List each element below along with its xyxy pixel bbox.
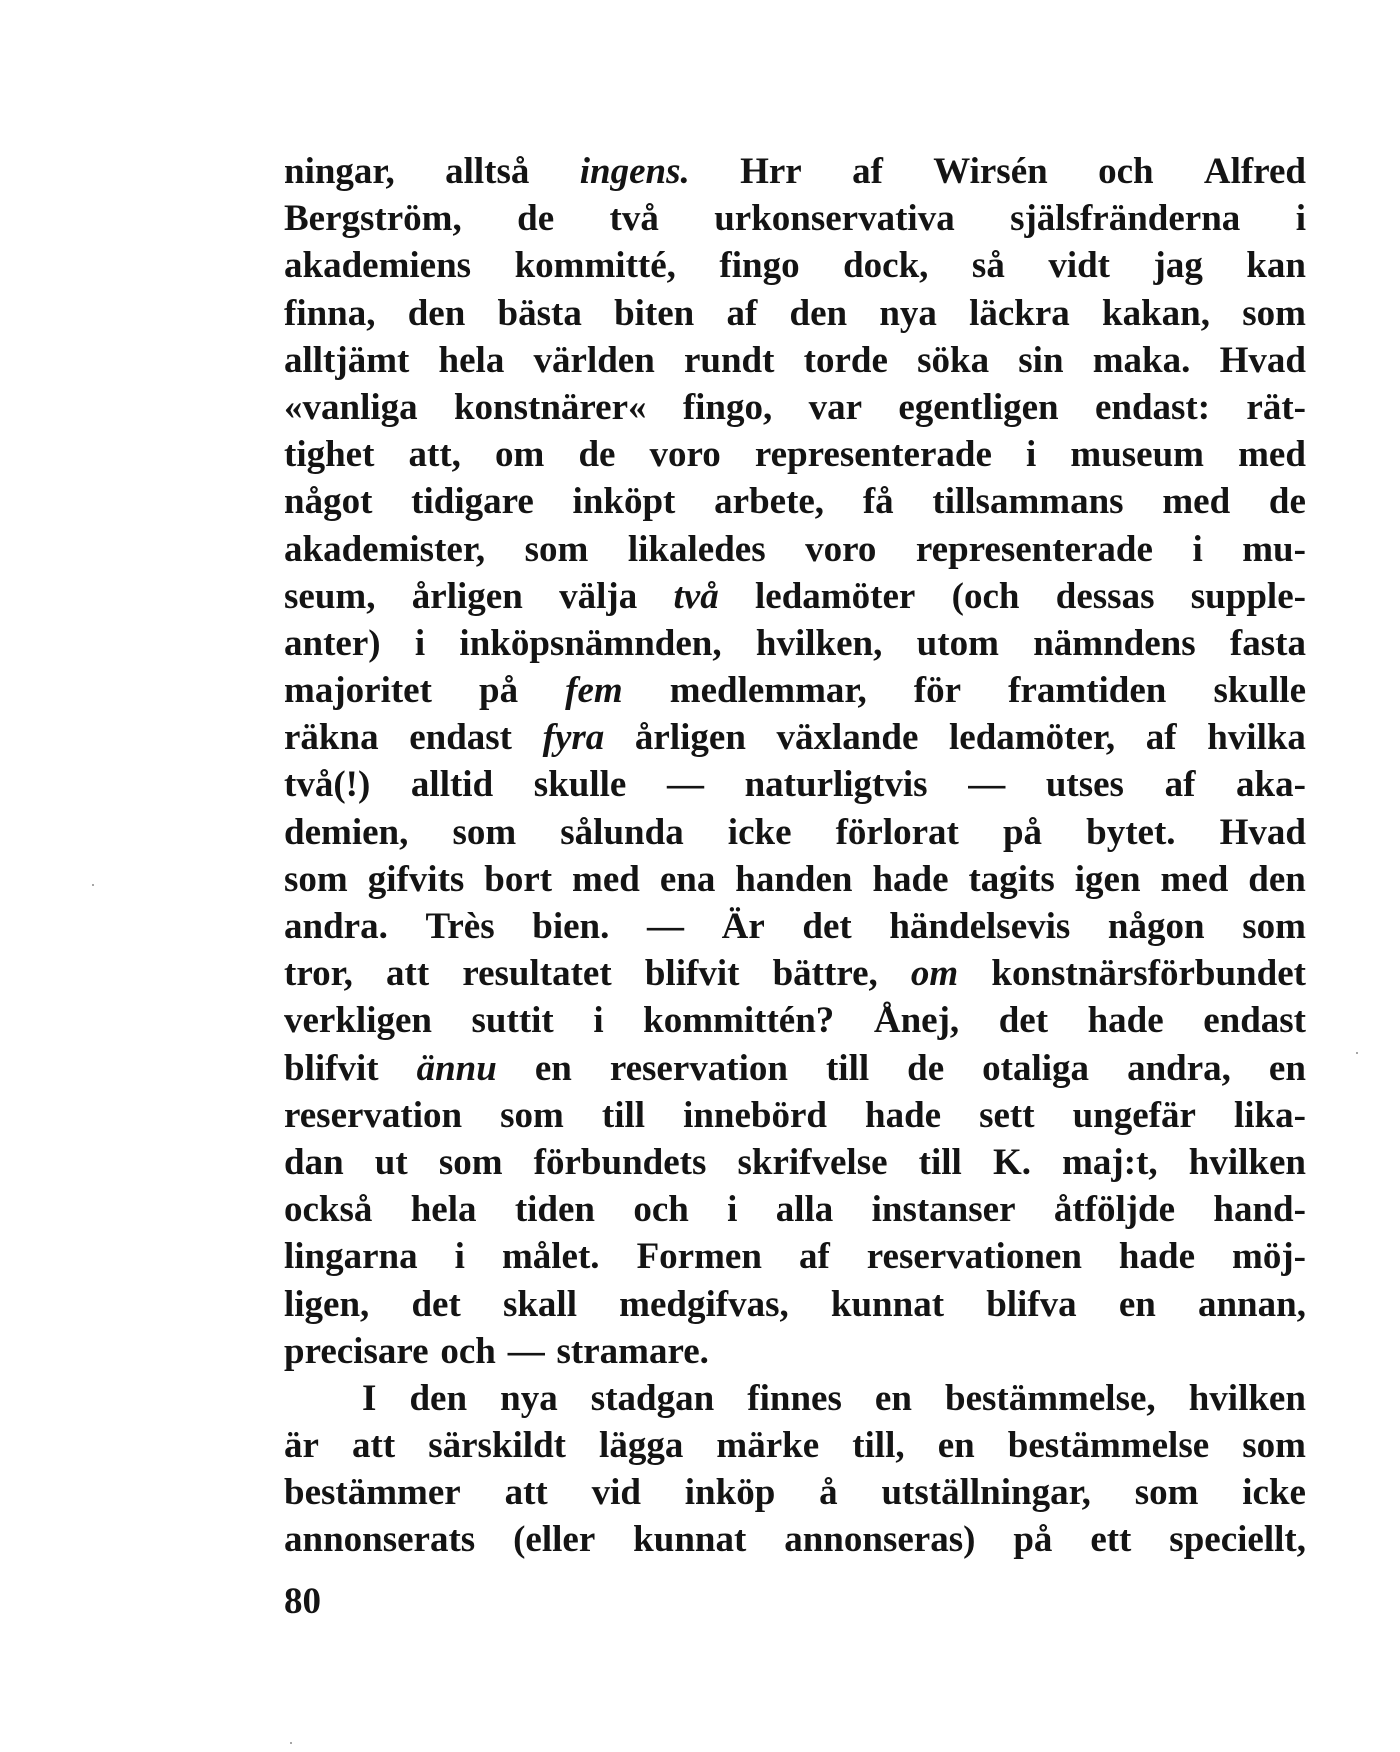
word: Bergström, <box>284 198 462 240</box>
word: bien. <box>532 906 610 947</box>
word: innebörd <box>683 1094 827 1136</box>
word: Wirsén <box>933 151 1048 192</box>
word: annan, <box>1197 1283 1306 1325</box>
text-line <box>284 573 1306 620</box>
word: demien, <box>284 811 409 853</box>
word: speciellt, <box>1169 1519 1306 1561</box>
word: jag <box>1153 245 1203 287</box>
word: alltjämt <box>284 339 410 381</box>
word: medgifvas, <box>619 1283 789 1325</box>
word: voro <box>649 434 721 476</box>
word: af <box>1164 764 1196 806</box>
word: ligen, <box>284 1283 370 1325</box>
word: biten <box>614 292 695 334</box>
text-line <box>284 478 1306 525</box>
word: hade <box>1118 1236 1195 1278</box>
paragraph <box>284 148 1306 1375</box>
word: händelsevis <box>889 906 1071 947</box>
word: som <box>1242 906 1306 947</box>
word: bättre, <box>772 953 878 995</box>
word: vid <box>591 1472 641 1514</box>
text-line <box>284 620 1306 667</box>
word: majoritet <box>284 670 432 712</box>
word: årligen <box>634 717 746 759</box>
word: hela <box>410 1189 477 1231</box>
word: den <box>1248 858 1306 900</box>
word: och <box>440 1330 496 1372</box>
word: vidt <box>1048 245 1111 287</box>
word: sålunda <box>560 811 684 853</box>
word: konstnärsförbundet <box>991 953 1306 995</box>
word: otaliga <box>982 1047 1090 1089</box>
word: seum, <box>284 575 376 617</box>
word: fingo, <box>682 386 773 428</box>
word: dock, <box>843 245 929 287</box>
word: i <box>454 1236 465 1278</box>
word: kunnat <box>633 1519 747 1561</box>
word: till <box>918 1141 962 1183</box>
word: tror, <box>284 953 353 995</box>
word: Formen <box>636 1236 762 1278</box>
word: hade <box>1087 1000 1164 1042</box>
word: skall <box>502 1283 577 1325</box>
body-text <box>284 148 1306 1564</box>
text-line <box>284 667 1306 714</box>
word: ett <box>1090 1519 1132 1561</box>
word: lika- <box>1233 1094 1306 1136</box>
word: den <box>789 292 848 334</box>
word: Ånej, <box>873 1000 960 1042</box>
word: få <box>862 481 894 523</box>
scan-speck <box>1356 1052 1358 1054</box>
word: I <box>362 1377 377 1419</box>
word: mu- <box>1242 528 1306 570</box>
word: icke <box>1242 1472 1306 1514</box>
text-line <box>284 761 1306 808</box>
word: akademister, <box>284 528 486 570</box>
word: den <box>407 292 466 334</box>
word: anter) <box>284 622 381 664</box>
text-line <box>284 809 1306 856</box>
scan-speck <box>290 1742 292 1744</box>
word: på <box>1013 1519 1053 1561</box>
word: hvilken <box>1188 1141 1306 1183</box>
word: åtföljde <box>1053 1189 1176 1231</box>
word: endast: <box>1094 386 1211 428</box>
word: rundt <box>683 339 775 381</box>
word: alltid <box>410 764 494 806</box>
word: en <box>534 1047 572 1089</box>
word: med <box>1162 481 1231 523</box>
word: de <box>1268 481 1306 523</box>
word: inköpsnämnden, <box>459 622 722 664</box>
word: bestämmer <box>284 1472 461 1514</box>
word: (och <box>951 575 1020 617</box>
word: att <box>386 953 430 995</box>
word: välja <box>559 575 638 617</box>
word: en <box>937 1425 975 1467</box>
word: medlemmar, <box>669 670 867 712</box>
word: på <box>1002 811 1043 853</box>
word: konstnärer« <box>453 386 647 428</box>
word: — <box>968 764 1006 806</box>
page-number: 80 <box>284 1581 321 1622</box>
word: alla <box>775 1189 834 1231</box>
word: i <box>1192 528 1203 570</box>
word: de <box>907 1047 945 1089</box>
italic-word: ingens. <box>579 151 690 192</box>
word: som <box>1134 1472 1199 1514</box>
word: kommitté, <box>514 245 676 287</box>
word: resultatet <box>462 953 612 995</box>
word: läckra <box>969 292 1070 334</box>
word: af <box>1145 717 1177 759</box>
word: nya <box>879 292 937 334</box>
word: till, <box>852 1425 905 1467</box>
word: om <box>495 434 545 476</box>
word: «vanliga <box>284 386 418 428</box>
text-line <box>284 384 1306 431</box>
word: precisare <box>284 1330 429 1372</box>
word: icke <box>727 811 792 853</box>
word: gifvits <box>367 858 465 900</box>
word: kunnat <box>830 1283 945 1325</box>
word: ungefär <box>1072 1094 1196 1136</box>
text-line <box>284 1328 1306 1375</box>
word: det <box>411 1283 461 1325</box>
word: den <box>409 1377 468 1419</box>
word: lägga <box>599 1425 684 1467</box>
word: söka <box>917 339 990 381</box>
word: och <box>1098 151 1154 192</box>
word: dessas <box>1055 575 1155 617</box>
word: att <box>504 1472 548 1514</box>
text-line <box>284 1092 1306 1139</box>
word: Är <box>721 906 765 947</box>
text-line <box>284 431 1306 478</box>
word: torde <box>803 339 888 381</box>
word: skulle <box>1213 670 1306 712</box>
word: supple- <box>1190 575 1306 617</box>
word: ledamöter, <box>949 717 1116 759</box>
word: är <box>284 1425 319 1467</box>
word: som <box>438 1141 503 1183</box>
text-line <box>284 1233 1306 1280</box>
word: representerade <box>754 434 992 476</box>
text-line <box>284 1469 1306 1516</box>
word: voro <box>805 528 877 570</box>
word: akademiens <box>284 245 472 287</box>
word: själsfränderna <box>1010 198 1241 240</box>
word: var <box>808 386 863 428</box>
word: hela <box>438 339 505 381</box>
word: räkna <box>284 717 379 759</box>
word: de <box>578 434 616 476</box>
word: naturligtvis <box>744 764 928 806</box>
word: representerade <box>915 528 1153 570</box>
word: blifvit <box>284 1047 379 1089</box>
word: i <box>1026 434 1037 476</box>
text-line <box>284 997 1306 1044</box>
word: målet. <box>501 1236 600 1278</box>
word: som <box>500 1094 564 1136</box>
word: utställningar, <box>881 1472 1091 1514</box>
word: K. <box>992 1141 1031 1183</box>
word: maj:t, <box>1062 1141 1158 1183</box>
word: möj- <box>1232 1236 1306 1278</box>
word: för <box>913 670 962 712</box>
word: af <box>798 1236 830 1278</box>
word: Hvad <box>1219 811 1306 853</box>
word: finnes <box>747 1377 842 1419</box>
word: af <box>852 151 883 192</box>
word: maka. <box>1092 339 1191 381</box>
word: sin <box>1018 339 1064 381</box>
word: fasta <box>1229 622 1306 664</box>
word: att, <box>408 434 461 476</box>
text-line <box>284 1375 1306 1422</box>
word: tidigare <box>411 481 534 523</box>
word: — <box>507 1330 545 1372</box>
word: med <box>572 858 640 900</box>
word: skrifvelse <box>737 1141 888 1183</box>
word: som <box>1242 1425 1306 1467</box>
word: rät- <box>1246 386 1306 428</box>
word: hand- <box>1213 1189 1306 1231</box>
word: bestämmelse, <box>945 1377 1156 1419</box>
word: reservation <box>284 1094 463 1136</box>
word: tillsammans <box>932 481 1124 523</box>
word: dan <box>284 1141 344 1183</box>
word: hvilken <box>1188 1377 1306 1419</box>
word: — <box>666 764 704 806</box>
word: bestämmelse <box>1007 1425 1210 1467</box>
word: också <box>284 1189 373 1231</box>
word: så <box>971 245 1005 287</box>
word: och <box>633 1189 689 1231</box>
text-line <box>284 1422 1306 1469</box>
word: i <box>593 1000 604 1042</box>
word: tiden <box>514 1189 595 1231</box>
word: å <box>819 1472 838 1514</box>
italic-word: fyra <box>542 717 605 759</box>
word: instanser <box>871 1189 1016 1231</box>
word: på <box>479 670 519 712</box>
word: egentligen <box>898 386 1059 428</box>
word: blifvit <box>644 953 740 995</box>
word: något <box>284 481 373 523</box>
word: hvilka <box>1207 717 1306 759</box>
word: urkonservativa <box>714 198 955 240</box>
word: museum <box>1070 434 1204 476</box>
word: ledamöter <box>755 575 916 617</box>
word: igen <box>1074 858 1141 900</box>
word: sett <box>979 1094 1035 1136</box>
word: kan <box>1246 245 1306 287</box>
word: det <box>802 906 852 947</box>
word: ningar, <box>284 151 395 192</box>
word: utses <box>1045 764 1124 806</box>
word: stadgan <box>590 1377 715 1419</box>
word: alltså <box>445 151 530 192</box>
word: till <box>601 1094 646 1136</box>
word: de <box>517 198 555 240</box>
text-line <box>284 1045 1306 1092</box>
italic-word: ännu <box>416 1047 497 1089</box>
word: ena <box>659 858 716 900</box>
word: Alfred <box>1203 151 1306 192</box>
text-line <box>284 1516 1306 1563</box>
word: — <box>647 906 684 947</box>
word: det <box>998 1000 1049 1042</box>
word: med <box>1160 858 1229 900</box>
word: kakan, <box>1102 292 1211 334</box>
word: arbete, <box>714 481 825 523</box>
text-line <box>284 856 1306 903</box>
word: Hvad <box>1219 339 1306 381</box>
word: stramare. <box>556 1330 709 1372</box>
word: skulle <box>533 764 627 806</box>
text-line <box>284 148 1306 195</box>
word: endast <box>1203 1000 1306 1042</box>
text-line <box>284 950 1306 997</box>
word: förlorat <box>835 811 959 853</box>
text-line <box>284 903 1306 950</box>
word: årligen <box>411 575 523 617</box>
word: annonserats <box>284 1519 476 1561</box>
word: en <box>1118 1283 1156 1325</box>
word: i <box>414 622 426 664</box>
word: inköpt <box>572 481 676 523</box>
word: framtiden <box>1008 670 1167 712</box>
word: andra. <box>284 906 388 947</box>
text-line <box>284 1139 1306 1186</box>
word: särskildt <box>428 1425 566 1467</box>
word: hade <box>872 858 949 900</box>
text-line <box>284 290 1306 337</box>
word: kommittén? <box>643 1000 835 1042</box>
word: att <box>352 1425 396 1467</box>
word: som <box>524 528 589 570</box>
word: verkligen <box>284 1000 432 1042</box>
text-line <box>284 195 1306 242</box>
word: bästa <box>497 292 582 334</box>
paragraph <box>284 1375 1306 1564</box>
word: ut <box>374 1141 408 1183</box>
word: förbundets <box>533 1141 707 1183</box>
word: någon <box>1107 906 1205 947</box>
word: fingo <box>719 245 800 287</box>
word: blifva <box>986 1283 1077 1325</box>
word: nämndens <box>1033 622 1196 664</box>
word: med <box>1238 434 1306 476</box>
word: reservation <box>609 1047 788 1089</box>
scan-speck <box>92 884 94 886</box>
word: hvilken, <box>755 622 883 664</box>
word: Très <box>425 906 495 947</box>
italic-word: fem <box>565 670 623 712</box>
word: hade <box>865 1094 942 1136</box>
text-line <box>284 1281 1306 1328</box>
word: suttit <box>471 1000 554 1042</box>
word: nya <box>500 1377 558 1419</box>
word: växlande <box>776 717 919 759</box>
word: annonseras) <box>784 1519 976 1561</box>
word: en <box>1268 1047 1306 1089</box>
word: två <box>609 198 659 240</box>
word: som <box>1242 292 1306 334</box>
word: världen <box>533 339 655 381</box>
word: två(!) <box>284 764 371 806</box>
word: bort <box>484 858 553 900</box>
word: en <box>874 1377 912 1419</box>
italic-word: om <box>910 953 959 995</box>
word: andra, <box>1127 1047 1231 1089</box>
text-line <box>284 714 1306 761</box>
word: likaledes <box>627 528 766 570</box>
text-line <box>284 242 1306 289</box>
word: i <box>1295 198 1306 240</box>
word: handen <box>735 858 853 900</box>
word: endast <box>409 717 513 759</box>
word: utom <box>916 622 999 664</box>
word: aka- <box>1236 764 1306 806</box>
italic-word: två <box>673 575 719 617</box>
word: till <box>825 1047 870 1089</box>
word: lingarna <box>284 1236 418 1278</box>
text-line <box>284 337 1306 384</box>
text-line <box>284 526 1306 573</box>
word: Hrr <box>740 151 802 192</box>
word: i <box>727 1189 738 1231</box>
word: reservationen <box>866 1236 1082 1278</box>
word: finna, <box>284 292 376 334</box>
word: inköp <box>684 1472 776 1514</box>
word: tagits <box>968 858 1055 900</box>
word: bytet. <box>1086 811 1176 853</box>
word: (eller <box>513 1519 596 1561</box>
word: som <box>284 858 348 900</box>
word: af <box>726 292 758 334</box>
word: tighet <box>284 434 375 476</box>
word: som <box>452 811 517 853</box>
word: märke <box>716 1425 820 1467</box>
text-line <box>284 1186 1306 1233</box>
